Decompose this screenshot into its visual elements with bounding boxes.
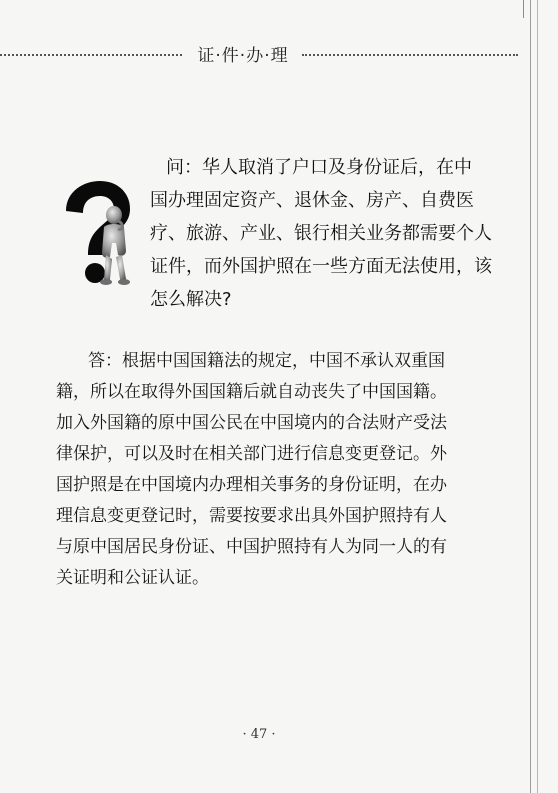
question-line: 国办理固定资产、退休金、房产、自费医 <box>150 190 474 211</box>
page-edge-line <box>530 0 531 793</box>
answer-line: 与原中国居民身份证、中国护照持有人为同一人的有 <box>56 537 447 557</box>
answer-line: 律保护，可以及时在相关部门进行信息变更登记。外 <box>56 444 447 464</box>
answer-line: 理信息变更登记时，需要按要求出具外国护照持有人 <box>56 506 447 526</box>
question-line: 证件，而外国护照在一些方面无法使用，该 <box>150 256 492 277</box>
page-edge-line <box>523 0 524 18</box>
question-line: 怎么解决? <box>150 289 232 310</box>
question-line: 问：华人取消了户口及身份证后，在中 <box>166 157 472 178</box>
answer-line: 国护照是在中国境内办理相关事务的身份证明，在办 <box>56 475 447 495</box>
question-mark-figure-icon <box>58 181 136 291</box>
answer-line: 籍，所以在取得外国国籍后就自动丧失了中国国籍。 <box>56 382 447 402</box>
answer-line: 加入外国籍的原中国公民在中国境内的合法财产受法 <box>56 413 447 433</box>
page-number: · 47 · <box>242 727 276 742</box>
answer-line: 答：根据中国国籍法的规定，中国不承认双重国 <box>88 351 445 371</box>
answer-paragraph <box>56 346 486 594</box>
question-block <box>58 151 492 317</box>
header-dotted-rule-right <box>302 54 518 56</box>
section-title: 证·件·办·理 <box>197 46 289 66</box>
header-dotted-rule-left <box>0 54 182 56</box>
running-header <box>0 41 518 66</box>
question-line: 疗、旅游、产业、银行相关业务都需要个人 <box>150 223 492 244</box>
answer-line: 关证明和公证认证。 <box>56 568 209 588</box>
question-text <box>150 151 492 316</box>
page-edge-line <box>537 0 538 793</box>
